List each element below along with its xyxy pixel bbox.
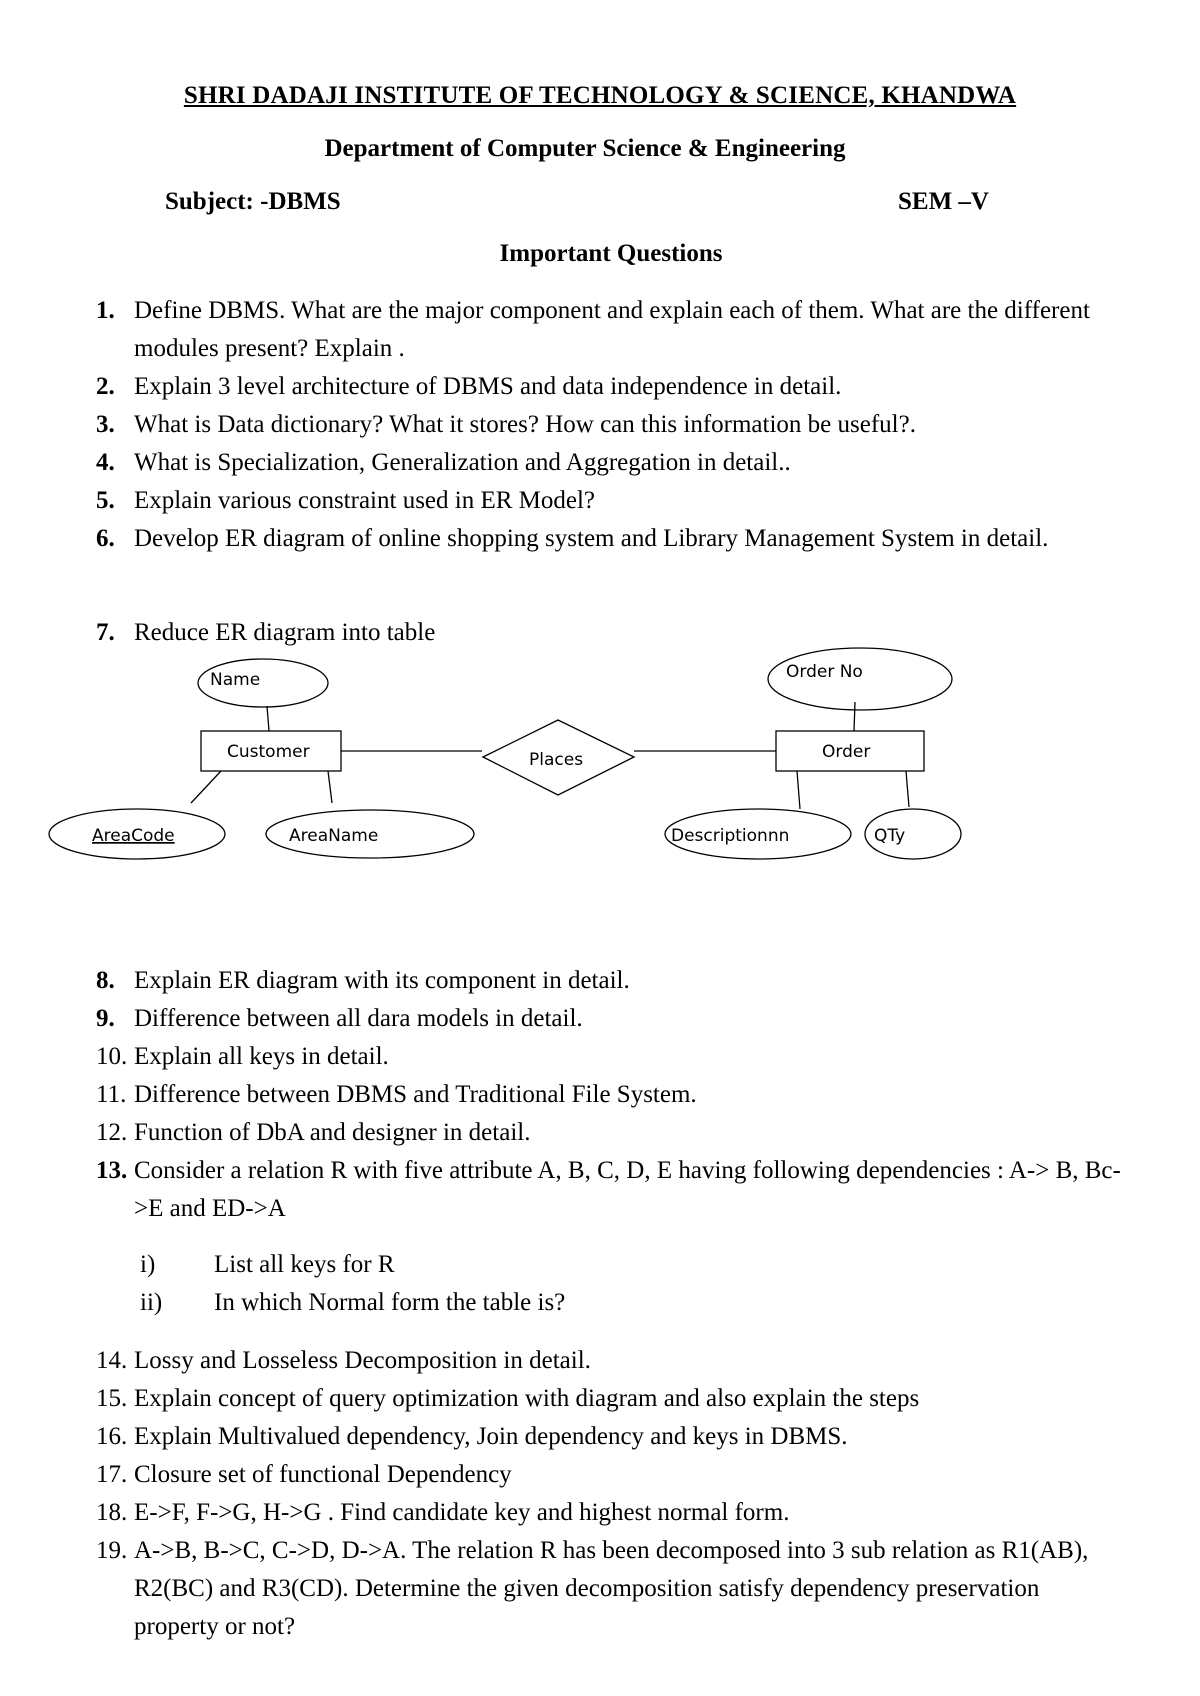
questions-heading: Important Questions <box>499 240 723 267</box>
question-13: 13. Consider a relation R with five attribute A, B, C, D, E having following dependencies : A-> B, Bc->E and ED->A <box>96 1157 1121 1222</box>
orderno-connector-line <box>854 702 855 731</box>
subquestion-ii: ii) In which Normal form the table is? <box>140 1289 566 1316</box>
areacode-connector-line <box>191 771 221 803</box>
order-entity-label: Order <box>822 742 871 762</box>
areaname-attribute-label: AreaName <box>289 826 379 846</box>
question-16: 16. Explain Multivalued dependency, Join dependency and keys in DBMS. <box>96 1423 848 1450</box>
question-12: 12. Function of DbA and designer in detail. <box>96 1119 531 1146</box>
qty-connector-line <box>906 771 909 807</box>
question-14: 14. Lossy and Losseless Decomposition in detail. <box>96 1347 591 1374</box>
department-title: Department of Computer Science & Engineering <box>324 135 846 162</box>
places-relationship-label: Places <box>529 750 584 770</box>
question-15: 15. Explain concept of query optimization with diagram and also explain the steps <box>96 1385 920 1412</box>
description-connector-line <box>797 771 800 809</box>
institute-title: SHRI DADAJI INSTITUTE OF TECHNOLOGY & SCIENCE, KHANDWA <box>183 82 1017 109</box>
er-diagram <box>0 640 1200 880</box>
name-attribute-label: Name <box>210 670 261 690</box>
qty-attribute-label: QTy <box>874 826 906 846</box>
question-2: 2. Explain 3 level architecture of DBMS and data independence in detail. <box>96 373 842 400</box>
description-attribute-label: Descriptionnn <box>671 826 790 846</box>
customer-entity-label: Customer <box>227 742 310 762</box>
areaname-connector-line <box>328 771 332 803</box>
question-7: 7. Reduce ER diagram into table <box>96 619 436 646</box>
semester-label: SEM –V <box>898 188 989 215</box>
question-10: 10. Explain all keys in detail. <box>96 1043 389 1070</box>
areacode-attribute-label: AreaCode <box>92 826 175 846</box>
question-1: 1. Define DBMS. What are the major component and explain each of them. What are the different modules present? Explain . <box>96 297 1090 362</box>
question-6: 6. Develop ER diagram of online shopping system and Library Management System in detail. <box>96 525 1049 552</box>
subject-label: Subject: -DBMS <box>165 188 341 215</box>
orderno-attribute-label: Order No <box>786 662 863 682</box>
name-connector-line <box>267 706 269 731</box>
question-9: 9. Difference between all dara models in detail. <box>96 1005 583 1032</box>
question-11: 11. Difference between DBMS and Traditional File System. <box>96 1081 697 1108</box>
question-4: 4. What is Specialization, Generalization and Aggregation in detail.. <box>96 449 791 476</box>
subquestion-i: i) List all keys for R <box>140 1251 395 1278</box>
question-5: 5. Explain various constraint used in ER Model? <box>96 487 596 514</box>
question-3: 3. What is Data dictionary? What it stores? How can this information be useful?. <box>96 411 916 438</box>
question-17: 17. Closure set of functional Dependency <box>96 1461 512 1488</box>
question-18: 18. E->F, F->G, H->G . Find candidate key and highest normal form. <box>96 1499 790 1526</box>
question-19: 19. A->B, B->C, C->D, D->A. The relation R has been decomposed into 3 sub relation as R1(AB), R2(BC) and R3(CD). Determine the given decomposition satisfy dependency preservation property or not? <box>96 1537 1089 1640</box>
question-8: 8. Explain ER diagram with its component in detail. <box>96 967 630 994</box>
